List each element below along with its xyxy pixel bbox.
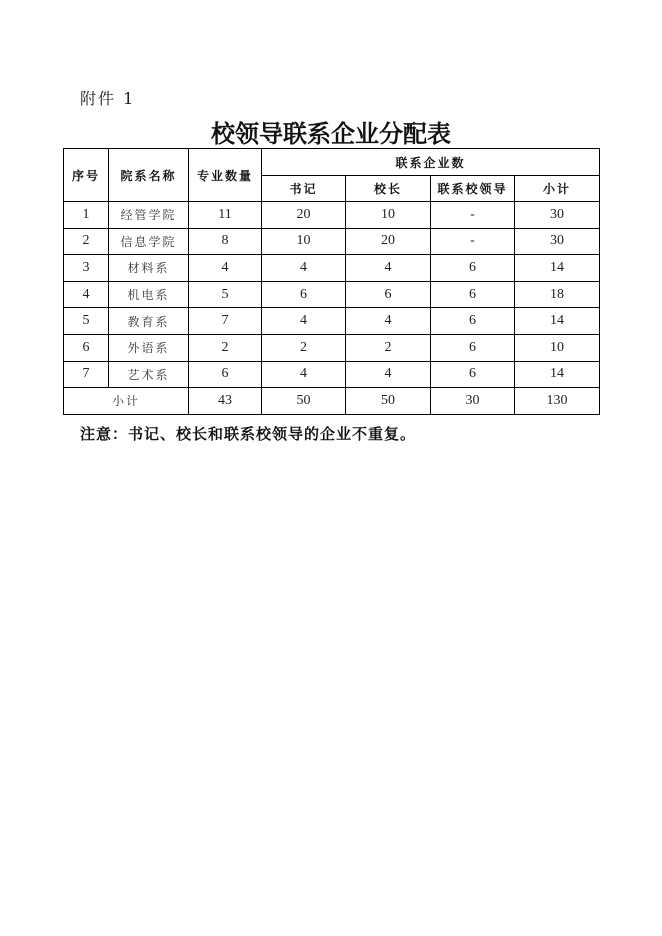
- cell-majors: 8: [189, 228, 262, 255]
- document-title: [0, 114, 662, 149]
- total-subtotal: 130: [515, 388, 600, 415]
- table-row: [64, 308, 600, 335]
- header-row-1: [64, 149, 600, 176]
- header-group-companies: 联系企业数: [262, 149, 600, 176]
- cell-subtotal: 14: [515, 361, 600, 388]
- cell-secretary: 10: [262, 228, 346, 255]
- cell-president: 4: [346, 361, 431, 388]
- header-president: 校长: [346, 176, 431, 202]
- cell-subtotal: 30: [515, 228, 600, 255]
- cell-secretary: 6: [262, 281, 346, 308]
- total-row: [64, 388, 600, 415]
- cell-dept: 材料系: [109, 255, 189, 282]
- cell-president: 20: [346, 228, 431, 255]
- cell-subtotal: 18: [515, 281, 600, 308]
- table-row: [64, 202, 600, 229]
- cell-majors: 2: [189, 334, 262, 361]
- cell-president: 6: [346, 281, 431, 308]
- header-dept: 院系名称: [109, 149, 189, 202]
- cell-leader: -: [431, 202, 515, 229]
- cell-secretary: 20: [262, 202, 346, 229]
- cell-seq: 7: [64, 361, 109, 388]
- cell-seq: 5: [64, 308, 109, 335]
- table-row: [64, 334, 600, 361]
- cell-seq: 6: [64, 334, 109, 361]
- cell-leader: 6: [431, 334, 515, 361]
- title-text: 校领导联系企业分配表: [211, 119, 451, 148]
- cell-dept: 教育系: [109, 308, 189, 335]
- total-leader: 30: [431, 388, 515, 415]
- header-secretary: 书记: [262, 176, 346, 202]
- total-majors: 43: [189, 388, 262, 415]
- table-row: [64, 228, 600, 255]
- cell-leader: 6: [431, 361, 515, 388]
- cell-president: 4: [346, 308, 431, 335]
- header-leader: 联系校领导: [431, 176, 515, 202]
- footnote: 注意：书记、校长和联系校领导的企业不重复。: [80, 425, 417, 443]
- table-row: [64, 281, 600, 308]
- cell-dept: 经管学院: [109, 202, 189, 229]
- cell-dept: 机电系: [109, 281, 189, 308]
- cell-secretary: 2: [262, 334, 346, 361]
- allocation-table: [63, 148, 600, 415]
- cell-president: 4: [346, 255, 431, 282]
- cell-leader: -: [431, 228, 515, 255]
- cell-president: 2: [346, 334, 431, 361]
- cell-dept: 艺术系: [109, 361, 189, 388]
- cell-leader: 6: [431, 308, 515, 335]
- cell-dept: 信息学院: [109, 228, 189, 255]
- total-secretary: 50: [262, 388, 346, 415]
- cell-seq: 3: [64, 255, 109, 282]
- header-majors: 专业数量: [189, 149, 262, 202]
- cell-subtotal: 10: [515, 334, 600, 361]
- cell-subtotal: 30: [515, 202, 600, 229]
- header-subtotal: 小计: [515, 176, 600, 202]
- cell-majors: 7: [189, 308, 262, 335]
- cell-majors: 11: [189, 202, 262, 229]
- cell-secretary: 4: [262, 308, 346, 335]
- cell-seq: 4: [64, 281, 109, 308]
- table-row: [64, 361, 600, 388]
- cell-seq: 1: [64, 202, 109, 229]
- cell-majors: 5: [189, 281, 262, 308]
- cell-subtotal: 14: [515, 255, 600, 282]
- total-label: 小计: [64, 388, 189, 415]
- cell-seq: 2: [64, 228, 109, 255]
- cell-leader: 6: [431, 281, 515, 308]
- cell-president: 10: [346, 202, 431, 229]
- cell-dept: 外语系: [109, 334, 189, 361]
- cell-secretary: 4: [262, 255, 346, 282]
- cell-subtotal: 14: [515, 308, 600, 335]
- cell-majors: 6: [189, 361, 262, 388]
- table-row: [64, 255, 600, 282]
- cell-majors: 4: [189, 255, 262, 282]
- header-seq: 序号: [64, 149, 109, 202]
- cell-secretary: 4: [262, 361, 346, 388]
- cell-leader: 6: [431, 255, 515, 282]
- total-president: 50: [346, 388, 431, 415]
- attachment-label: 附件 1: [80, 89, 136, 108]
